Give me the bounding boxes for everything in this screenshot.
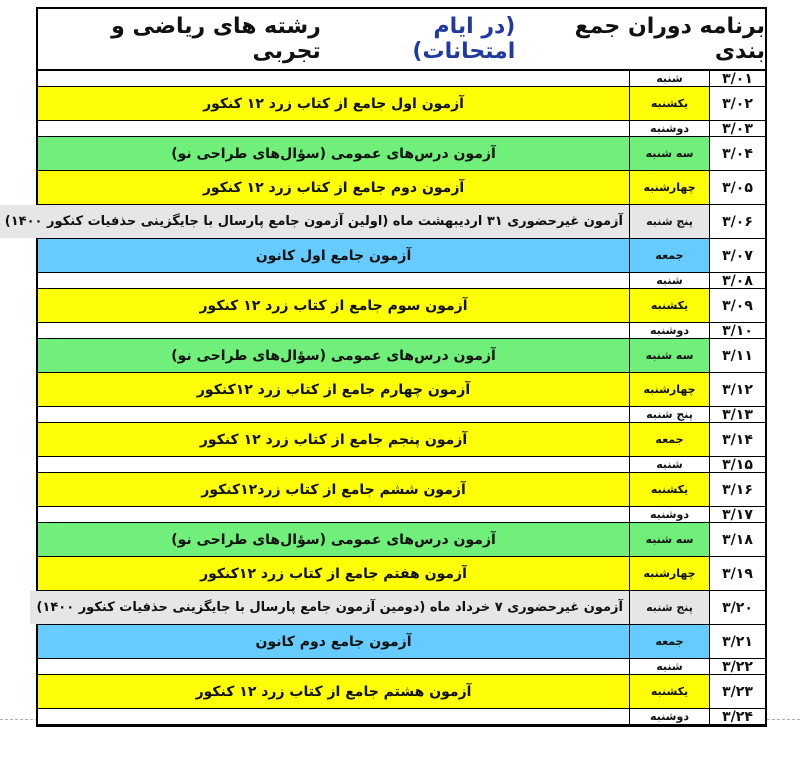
date-cell: ۳/۱۵ [709, 457, 765, 472]
date-cell: ۳/۰۹ [709, 289, 765, 322]
date-cell: ۳/۰۴ [709, 137, 765, 170]
weekday-cell: جمعه [629, 423, 709, 456]
date-cell: ۳/۲۴ [709, 709, 765, 724]
table-row [38, 289, 765, 323]
exam-cell: آزمون غیرحضوری ۷ خرداد ماه (دومین آزمون جامع پارسال با جایگزینی حذفیات کنکور ۱۴۰۰) [30, 591, 629, 624]
table-row [38, 239, 765, 273]
table-body [4, 70, 765, 725]
table-row [4, 205, 765, 239]
schedule-table [4, 7, 767, 727]
date-cell: ۳/۱۶ [709, 473, 765, 506]
table-row [38, 273, 765, 289]
date-cell: ۳/۱۲ [709, 373, 765, 406]
table-row [38, 659, 765, 675]
date-cell: ۳/۰۸ [709, 273, 765, 288]
exam-cell [38, 507, 629, 522]
weekday-cell: چهارشنبه [629, 171, 709, 204]
table-row [38, 625, 765, 659]
table-row [38, 137, 765, 171]
weekday-cell: جمعه [629, 625, 709, 658]
weekday-cell: پنج شنبه [629, 205, 709, 238]
table-row [38, 323, 765, 339]
date-cell: ۳/۲۲ [709, 659, 765, 674]
table-title [38, 9, 765, 71]
exam-cell: آزمون درس‌های عمومی (سؤال‌های طراحی نو) [38, 523, 629, 556]
exam-cell [38, 407, 629, 422]
weekday-cell: سه شنبه [629, 339, 709, 372]
date-cell: ۳/۱۹ [709, 557, 765, 590]
exam-cell [38, 457, 629, 472]
date-cell: ۳/۱۸ [709, 523, 765, 556]
weekday-cell: دوشنبه [629, 709, 709, 724]
weekday-cell: شنبه [629, 659, 709, 674]
date-cell: ۳/۰۱ [709, 71, 765, 86]
exam-cell: آزمون ششم جامع از کتاب زرد۱۲کنکور [38, 473, 629, 506]
table-row [38, 339, 765, 373]
table-row [38, 87, 765, 121]
weekday-cell: دوشنبه [629, 323, 709, 338]
date-cell: ۳/۱۷ [709, 507, 765, 522]
table-row [38, 71, 765, 87]
table-row [38, 507, 765, 523]
exam-cell: آزمون دوم جامع از کتاب زرد ۱۲ کنکور [38, 171, 629, 204]
table-row [38, 457, 765, 473]
date-cell: ۳/۱۳ [709, 407, 765, 422]
exam-cell: آزمون جامع دوم کانون [38, 625, 629, 658]
table-row [38, 407, 765, 423]
table-row [38, 171, 765, 205]
date-cell: ۳/۲۳ [709, 675, 765, 708]
weekday-cell: یکشنبه [629, 87, 709, 120]
exam-cell: آزمون غیرحضوری ۳۱ اردیبهشت ماه (اولین آزمون جامع پارسال با جایگزینی حذفیات کنکور ۱۴۰۰) [0, 205, 629, 238]
table-row [38, 423, 765, 457]
exam-cell: آزمون اول جامع از کتاب زرد ۱۲ کنکور [38, 87, 629, 120]
table-row [38, 675, 765, 709]
exam-cell [38, 71, 629, 86]
table-row [38, 557, 765, 591]
exam-cell [38, 121, 629, 136]
exam-cell [38, 323, 629, 338]
title-highlight: (در ایام امتحانات) [412, 14, 516, 64]
exam-cell: آزمون چهارم جامع از کتاب زرد ۱۲کنکور [38, 373, 629, 406]
exam-cell: آزمون درس‌های عمومی (سؤال‌های طراحی نو) [38, 339, 629, 372]
weekday-cell: شنبه [629, 71, 709, 86]
title-main: برنامه دوران جمع بندی [574, 14, 765, 64]
exam-cell: آزمون سوم جامع از کتاب زرد ۱۲ کنکور [38, 289, 629, 322]
weekday-cell: دوشنبه [629, 507, 709, 522]
weekday-cell: سه شنبه [629, 523, 709, 556]
date-cell: ۳/۰۷ [709, 239, 765, 272]
weekday-cell: جمعه [629, 239, 709, 272]
exam-cell: آزمون هفتم جامع از کتاب زرد ۱۲کنکور [38, 557, 629, 590]
table-row [38, 591, 765, 625]
weekday-cell: یکشنبه [629, 473, 709, 506]
weekday-cell: دوشنبه [629, 121, 709, 136]
exam-cell [38, 273, 629, 288]
date-cell: ۳/۰۲ [709, 87, 765, 120]
weekday-cell: یکشنبه [629, 675, 709, 708]
exam-cell: آزمون هشتم جامع از کتاب زرد ۱۲ کنکور [38, 675, 629, 708]
date-cell: ۳/۰۳ [709, 121, 765, 136]
weekday-cell: چهارشنبه [629, 373, 709, 406]
date-cell: ۳/۱۴ [709, 423, 765, 456]
weekday-cell: پنج شنبه [629, 407, 709, 422]
exam-cell: آزمون جامع اول کانون [38, 239, 629, 272]
table-row [38, 523, 765, 557]
table-row [38, 473, 765, 507]
exam-cell [38, 659, 629, 674]
exam-cell [38, 709, 629, 724]
table-row [38, 373, 765, 407]
date-cell: ۳/۱۰ [709, 323, 765, 338]
exam-cell: آزمون پنجم جامع از کتاب زرد ۱۲ کنکور [38, 423, 629, 456]
date-cell: ۳/۲۰ [709, 591, 765, 624]
date-cell: ۳/۲۱ [709, 625, 765, 658]
weekday-cell: شنبه [629, 457, 709, 472]
title-rest: رشته های ریاضی و تجربی [111, 14, 321, 64]
date-cell: ۳/۱۱ [709, 339, 765, 372]
table-row [38, 121, 765, 137]
weekday-cell: یکشنبه [629, 289, 709, 322]
weekday-cell: شنبه [629, 273, 709, 288]
weekday-cell: سه شنبه [629, 137, 709, 170]
exam-cell: آزمون درس‌های عمومی (سؤال‌های طراحی نو) [38, 137, 629, 170]
date-cell: ۳/۰۵ [709, 171, 765, 204]
weekday-cell: پنج شنبه [629, 591, 709, 624]
date-cell: ۳/۰۶ [709, 205, 765, 238]
weekday-cell: چهارشنبه [629, 557, 709, 590]
table-row [38, 709, 765, 725]
